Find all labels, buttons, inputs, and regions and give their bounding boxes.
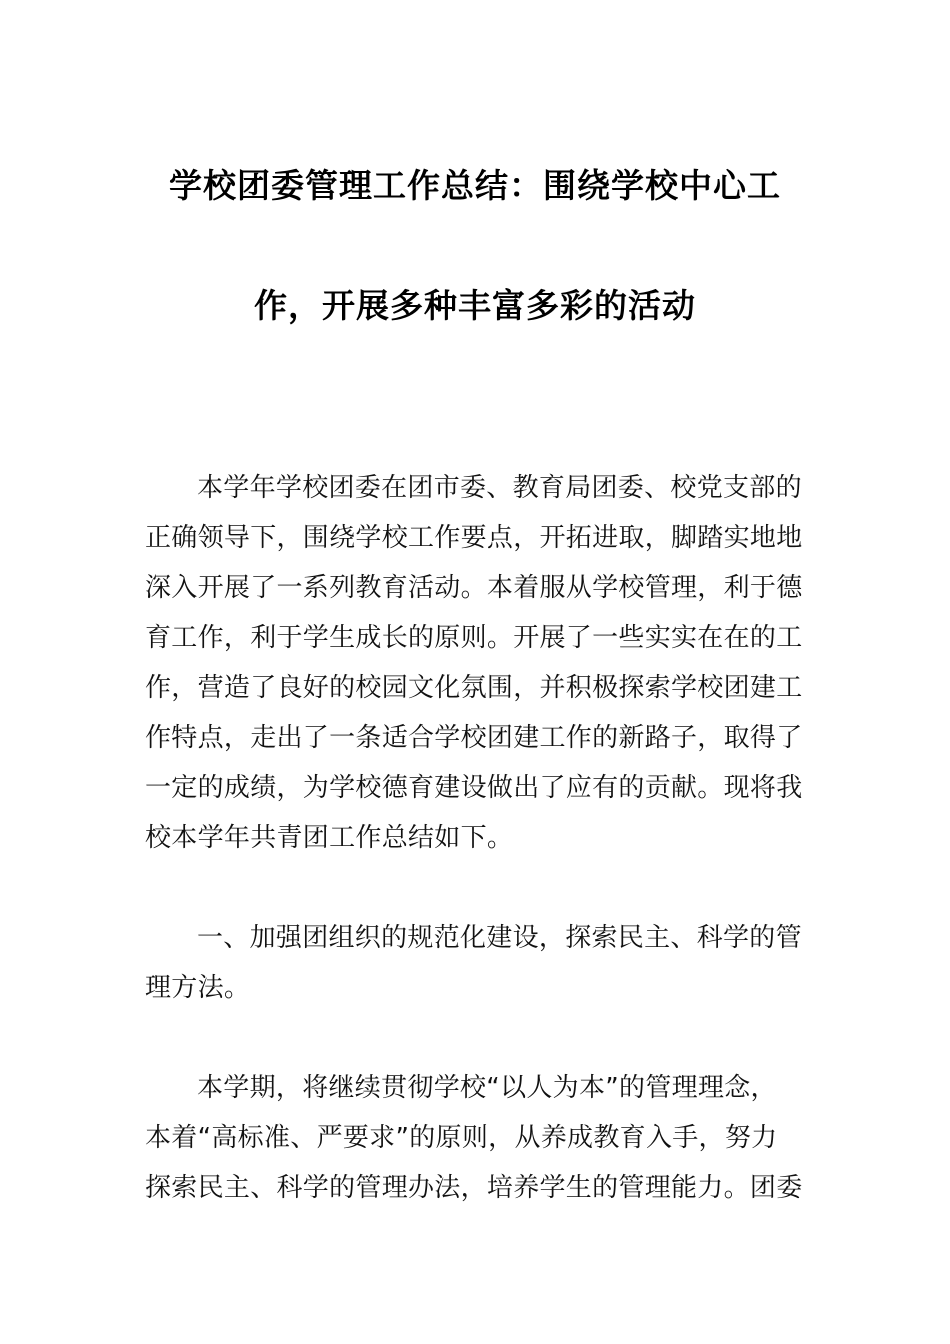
paragraph-1-line-3: 深入开展了一系列教育活动。本着服从学校管理，利于德 [145,573,803,603]
paragraph-3-line-2: 本着“高标准、严要求”的原则，从养成教育入手，努力 [145,1123,778,1153]
paragraph-3-line-3: 探索民主、科学的管理办法，培养学生的管理能力。团委 [145,1173,803,1203]
section-1-heading-line-2: 理方法。 [145,973,251,1003]
paragraph-1-line-8: 校本学年共青团工作总结如下。 [145,823,514,853]
document-title-line-2: 作，开展多种丰富多彩的活动 [254,286,696,325]
section-1-heading-line-1: 一、加强团组织的规范化建设，探索民主、科学的管 [197,923,802,953]
document-title-line-1: 学校团委管理工作总结：围绕学校中心工 [169,166,781,205]
paragraph-1-line-4: 育工作，利于学生成长的原则。开展了一些实实在在的工 [145,623,803,653]
paragraph-1-line-2: 正确领导下，围绕学校工作要点，开拓进取，脚踏实地地 [145,523,803,553]
paragraph-1-line-1: 本学年学校团委在团市委、教育局团委、校党支部的 [197,473,802,503]
paragraph-1-line-5: 作，营造了良好的校园文化氛围，并积极探索学校团建工 [145,673,803,703]
paragraph-1-line-7: 一定的成绩，为学校德育建设做出了应有的贡献。现将我 [145,773,803,803]
paragraph-3-line-1: 本学期，将继续贯彻学校“以人为本”的管理理念， [197,1073,777,1103]
paragraph-1-line-6: 作特点，走出了一条适合学校团建工作的新路子，取得了 [145,723,803,753]
